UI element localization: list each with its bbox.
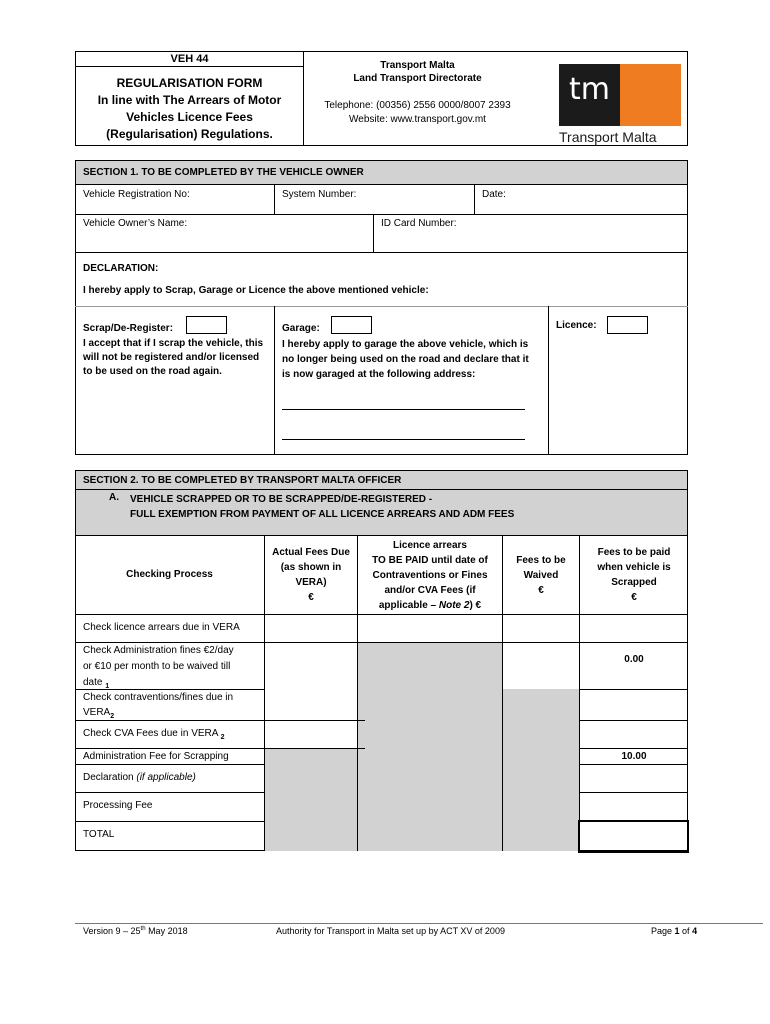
- declaration-text: I hereby apply to Scrap, Garage or Licence the above mentioned vehicle:: [83, 285, 429, 296]
- value-scrapping-fee: 10.00: [621, 751, 647, 762]
- value-admin-fines: 0.00: [624, 654, 644, 665]
- row-licence-arrears: Check licence arrears due in VERA: [83, 622, 240, 633]
- licence-label: Licence:: [556, 320, 597, 331]
- footer-version: Version 9 – 25th May 2018: [83, 926, 188, 936]
- system-number-label: System Number:: [282, 189, 357, 200]
- scrap-checkbox[interactable]: [186, 316, 227, 334]
- total-box[interactable]: [578, 820, 689, 853]
- row-admin-fee-scrapping: Administration Fee for Scrapping: [83, 751, 229, 762]
- garage-text: I hereby apply to garage the above vehicle, which is no longer being used on the road and declare that it is now garaged at the following address:: [282, 339, 529, 380]
- scrap-label: Scrap/De-Register:: [83, 323, 174, 334]
- transport-malta-logo: [559, 64, 681, 126]
- footer-page-number: Page 1 of 4: [651, 926, 698, 936]
- row-contraventions: Check contraventions/fines due in $VERA_2$: [83, 692, 234, 720]
- row-total: TOTAL: [83, 829, 115, 840]
- col-fees-waived: Fees to be Waived €: [516, 555, 566, 596]
- declaration-title: DECLARATION:: [83, 263, 159, 274]
- section2-title: SECTION 2. TO BE COMPLETED BY TRANSPORT MALTA OFFICER: [83, 475, 402, 486]
- section1-title: SECTION 1. TO BE COMPLETED BY THE VEHICLE OWNER: [83, 167, 364, 178]
- logo-text: Transport Malta: [559, 129, 657, 145]
- form-title: REGULARISATION FORM In line with The Arrears of Motor Vehicles Licence Fees (Regularisation) Regulations.: [97, 76, 282, 141]
- col-licence-arrears: Licence arrears TO BE PAID until date of Contraventions or Fines and/or CVA Fees (if applicable – Note 2) €: [372, 540, 488, 611]
- col-fees-scrapped: Fees to be paid when vehicle is Scrapped €: [597, 547, 671, 603]
- website: Website: www.transport.gov.mt: [349, 114, 486, 125]
- footer-authority: Authority for Transport in Malta set up by ACT XV of 2009: [276, 926, 505, 936]
- row-cva-fees: Check CVA Fees due in VERA $_2$: [83, 728, 225, 741]
- row-declaration: Declaration (if applicable): [83, 772, 196, 783]
- owner-name-label: Vehicle Owner’s Name:: [83, 218, 188, 229]
- garage-address-line-2[interactable]: [282, 439, 525, 440]
- date-label: Date:: [482, 189, 506, 200]
- logo-mark: tm: [569, 72, 610, 107]
- directorate: Land Transport Directorate: [353, 73, 482, 84]
- garage-label: Garage:: [282, 323, 320, 334]
- telephone: Telephone: (00356) 2556 0000/8007 2393: [324, 100, 511, 111]
- scrap-text: I accept that if I scrap the vehicle, this will not be registered and/or licensed to be used on the road again.: [83, 338, 264, 377]
- vehicle-registration-label: Vehicle Registration No:: [83, 189, 190, 200]
- form-code: VEH 44: [170, 53, 209, 65]
- org-name: Transport Malta: [380, 60, 455, 71]
- licence-checkbox[interactable]: [607, 316, 648, 334]
- section2-sub-letter: A.: [109, 492, 119, 503]
- col-actual-fees: Actual Fees Due (as shown in VERA) €: [272, 547, 350, 603]
- garage-checkbox[interactable]: [331, 316, 372, 334]
- id-card-label: ID Card Number:: [381, 218, 457, 229]
- col-checking-process: Checking Process: [126, 569, 213, 580]
- row-processing-fee: Processing Fee: [83, 800, 153, 811]
- garage-address-line-1[interactable]: [282, 409, 525, 410]
- section2-sub-title: VEHICLE SCRAPPED OR TO BE SCRAPPED/DE-REGISTERED - FULL EXEMPTION FROM PAYMENT OF ALL LICENCE ARREARS AND ADM FEES: [130, 494, 515, 520]
- row-admin-fines: Check Administration fines €2/day or €10 per month to be waived till date $_1$: [83, 645, 234, 690]
